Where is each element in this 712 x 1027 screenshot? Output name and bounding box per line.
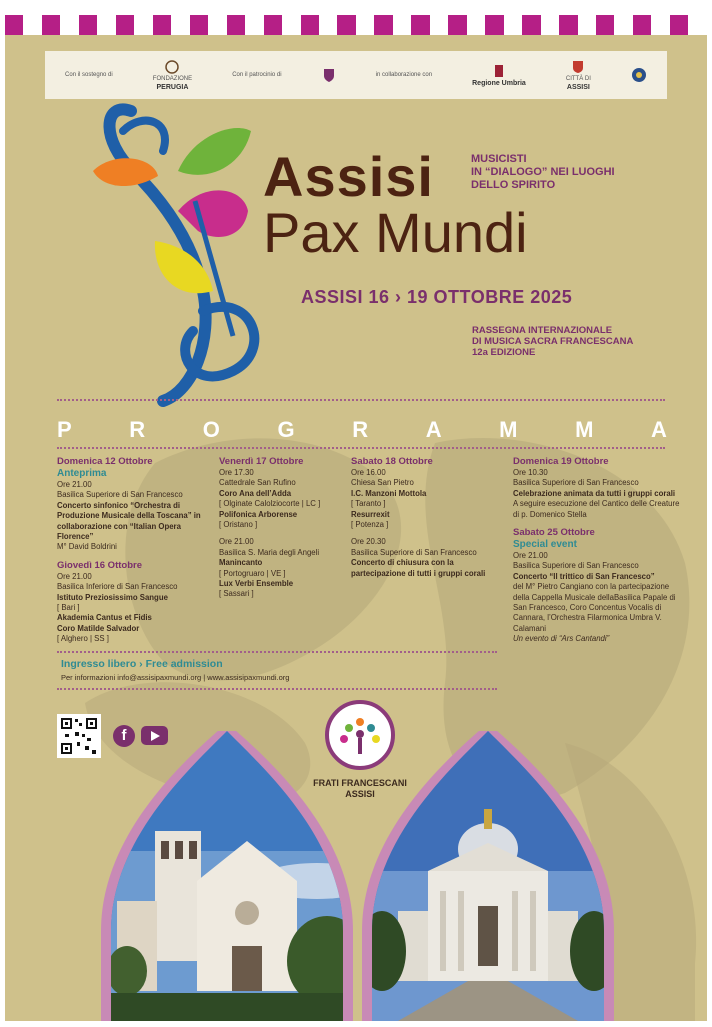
event-location: [ Potenza ] (351, 520, 389, 530)
event-title: Concerto di chiusura con la partecipazione di tutti i gruppi corali (351, 558, 486, 578)
event-time: Ore 20.30 (351, 537, 386, 547)
stripe (374, 15, 392, 35)
event-subtitle: Special event (513, 539, 577, 551)
stripe (190, 15, 208, 35)
event-time: Ore 21.00 (57, 571, 92, 581)
divider (57, 688, 497, 690)
event-title: Coro Ana dell’Adda (219, 488, 292, 498)
event-title: Akademia Cantus et Fidis (57, 613, 152, 623)
event-title: Manincanto (219, 558, 263, 568)
event-location: [ Oristano ] (219, 520, 258, 530)
sponsor-citta-assisi: CITTÀ DI ASSISI (566, 60, 591, 91)
round-emblem-icon (631, 67, 647, 83)
event-title: Celebrazione animata da tutti i gruppi corali (513, 488, 676, 498)
festival-dates: ASSISI 16 › 19 OTTOBRE 2025 (301, 287, 573, 307)
event-day: Domenica 12 Ottobre (57, 456, 153, 467)
event-venue: Basilica Inferiore di San Francesco (57, 582, 178, 592)
event-note: A seguire esecuzione del Cantico delle Creature di p. Domenico Stella (513, 499, 680, 519)
sponsor-diocesi (322, 67, 336, 83)
stripe (522, 15, 540, 35)
stripe (485, 15, 503, 35)
title-assisi: Assisi (263, 145, 434, 208)
stripe (245, 15, 263, 35)
programma-letter: R (352, 417, 369, 442)
stripe (614, 15, 632, 35)
event-subtitle: Anteprima (57, 468, 107, 479)
title-pax-mundi: Pax Mundi (263, 201, 528, 264)
stripe (670, 15, 688, 35)
event-location: [ Alghero | SS ] (57, 634, 109, 644)
event-location: [ Olginate Calolziocorte | LC ] (219, 499, 321, 509)
stripe (651, 15, 669, 35)
stripe (467, 15, 485, 35)
frati-francescani-label: FRATI FRANCESCANI ASSISI (313, 778, 407, 799)
event-venue: Basilica S. Maria degli Angeli (219, 547, 320, 557)
stripe (393, 15, 411, 35)
basilica-san-francesco-image (97, 731, 357, 1021)
event-time: Ore 21.00 (57, 480, 92, 489)
sponsor-regione-umbria: Regione Umbria (472, 64, 526, 87)
programma-letter: M (575, 417, 594, 442)
facebook-icon[interactable]: f (113, 725, 135, 747)
sponsor-fondazione-perugia: FONDAZIONE PERUGIA (153, 60, 192, 91)
poster (5, 3, 707, 1021)
program-column-1 (57, 456, 207, 645)
stripe (541, 15, 559, 35)
event-day: Sabato 18 Ottobre (351, 456, 433, 467)
program-column-4 (513, 456, 685, 645)
divider (57, 651, 497, 653)
coat-of-arms-icon (322, 67, 336, 83)
programma-letter: R (129, 417, 146, 442)
event-time: Ore 16.00 (351, 468, 386, 477)
programma-letter: O (202, 417, 220, 442)
event-venue: Chiesa San Pietro (351, 478, 414, 488)
event-title: Istituto Preziosissimo Sangue (57, 592, 168, 602)
contact-info[interactable]: Per informazioni info@assisipaxmundi.org | www.assisipaxmundi.org (61, 673, 290, 682)
stripe (134, 15, 152, 35)
stripe (153, 15, 171, 35)
stripe (23, 15, 41, 35)
event-title: Lux Verbi Ensemble (219, 579, 294, 589)
treble-clef-logo (83, 91, 293, 411)
programma-letter: P (57, 417, 72, 442)
event-title: Resurrexit (351, 509, 390, 519)
stripe (301, 15, 319, 35)
event-venue: Cattedrale San Rufino (219, 478, 296, 488)
event-note: Un evento di “Ars Cantandi” (513, 634, 610, 644)
stripe (208, 15, 226, 35)
event-title: I.C. Manzoni Mottola (351, 488, 427, 498)
event-time: Ore 10.30 (513, 468, 548, 477)
stripe (688, 15, 706, 35)
regione-logo-icon (494, 64, 504, 78)
programma-letter: M (499, 417, 518, 442)
program-column-3 (351, 456, 503, 579)
event-time: Ore 21.00 (219, 537, 254, 547)
event-location: [ Portogruaro | VE ] (219, 568, 286, 578)
event-location: [ Taranto ] (351, 499, 386, 509)
stripe (42, 15, 60, 35)
stripe (319, 15, 337, 35)
free-admission: Ingresso libero › Free admission (61, 658, 223, 670)
event-venue: Basilica Superiore di San Francesco (513, 561, 639, 571)
stripe (596, 15, 614, 35)
program-column-2 (219, 456, 347, 600)
event-day: Sabato 25 Ottobre (513, 527, 595, 539)
event-location: [ Bari ] (57, 603, 80, 613)
stripe (504, 15, 522, 35)
stripe (5, 15, 23, 35)
sponsor-emblem (631, 67, 647, 83)
programma-letter: G (277, 417, 295, 442)
programma-letter: A (651, 417, 667, 442)
event-day: Domenica 19 Ottobre (513, 456, 609, 467)
sponsor-item: in collaborazione con (375, 72, 433, 78)
programma-letter: A (425, 417, 442, 442)
programma-heading (57, 417, 667, 443)
divider (57, 399, 665, 401)
event-location: [ Sassari ] (219, 589, 254, 599)
fondazione-logo-icon (165, 60, 179, 74)
event-title: Concerto “Il trittico di San Francesco” (513, 571, 655, 581)
event-title: Polifonica Arborense (219, 509, 298, 519)
event-time: Ore 21.00 (513, 551, 548, 561)
event-performer: M° David Boldrini (57, 542, 117, 552)
event-title: Coro Matilde Salvador (57, 623, 140, 633)
event-description: del M° Pietro Cangiano con la partecipazione della Cappella Musicale dellaBasilica Papale di San Francesco, Coro Concentus Vocalis di Cannara, l’Orchestra Filarmonica Umbra V. Calamani (513, 582, 676, 633)
event-title: Concerto sinfonico “Orchestra di Produzione Musicale della Toscana” in collaborazione con “Italian Opera Florence” (57, 500, 201, 542)
stripe (356, 15, 374, 35)
basilica-santa-maria-image (358, 731, 618, 1021)
stripe (559, 15, 577, 35)
sponsor-item: Con il patrocinio di (232, 72, 282, 78)
stripe (448, 15, 466, 35)
stripe (411, 15, 429, 35)
stripe (227, 15, 245, 35)
stripe (264, 15, 282, 35)
stripe (171, 15, 189, 35)
stripe (578, 15, 596, 35)
event-day: Giovedì 16 Ottobre (57, 559, 142, 571)
rassegna-label: RASSEGNA INTERNAZIONALE DI MUSICA SACRA FRANCESCANA 12a EDIZIONE (472, 325, 634, 358)
stripe (116, 15, 134, 35)
event-day: Venerdì 17 Ottobre (219, 456, 304, 467)
sponsor-item: Con il sostegno di (65, 72, 113, 78)
event-time: Ore 17.30 (219, 468, 254, 477)
event-venue: Basilica Superiore di San Francesco (351, 547, 477, 557)
stripe (337, 15, 355, 35)
qr-code-icon[interactable] (57, 714, 101, 758)
assisi-crest-icon (572, 60, 584, 74)
stripe (633, 15, 651, 35)
tagline: MUSICISTI IN “DIALOGO” NEI LUOGHI DELLO SPIRITO (471, 153, 615, 191)
stripe (430, 15, 448, 35)
stripe (282, 15, 300, 35)
striped-border (5, 15, 707, 35)
event-venue: Basilica Superiore di San Francesco (513, 478, 639, 488)
event-venue: Basilica Superiore di San Francesco (57, 490, 183, 500)
divider (57, 447, 665, 449)
stripe (97, 15, 115, 35)
stripe (60, 15, 78, 35)
stripe (79, 15, 97, 35)
